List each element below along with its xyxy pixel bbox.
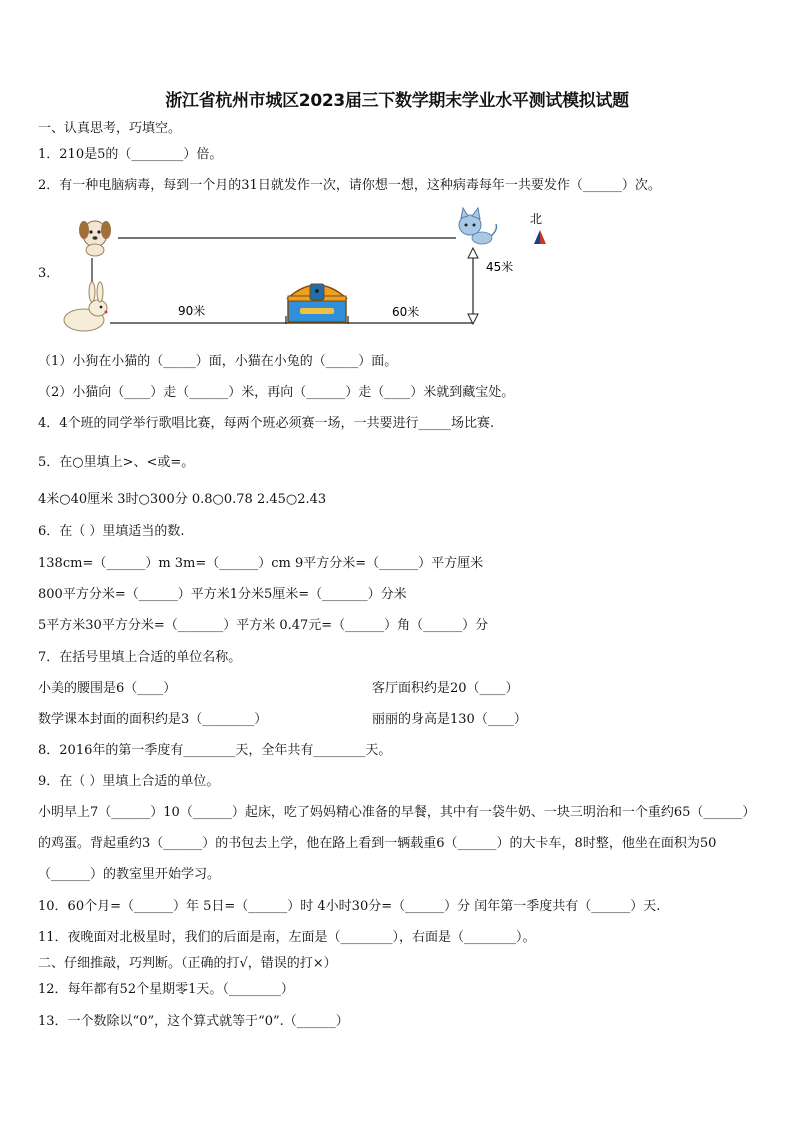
question-9-text: 小明早上7（______）10（______）起床，吃了妈妈精心准备的早餐，其中有一袋牛奶、一块三明治和一个重约65（______）的鸡蛋。背起重约3（______）的书包去上学，他在路上看到一辆载重6（______）的大卡车，8时整，他坐在面积为50（______）的教室里开始学习。 xyxy=(38,805,756,882)
section-heading-2: 二、仔细推敲，巧判断。（正确的打√，错误的打×） xyxy=(38,956,337,971)
treasure-chest-icon xyxy=(288,284,346,322)
question-12: 12．每年都有52个星期零1天。（________） xyxy=(38,982,294,997)
question-6-line1: 138cm=（______）m 3m=（______）cm 9平方分米=（______）平方厘米 xyxy=(38,556,484,571)
page-title: 浙江省杭州市城区2023届三下数学期末学业水平测试模拟试题 xyxy=(165,91,629,111)
question-9: 9．在（ ）里填上合适的单位。 xyxy=(38,774,220,789)
question-2: 2．有一种电脑病毒，每到一个月的31日就发作一次，请你想一想，这种病毒每年一共要发作（______）次。 xyxy=(38,178,661,193)
north-label: 北 xyxy=(530,212,543,226)
distance-45-label: 45米 xyxy=(486,260,514,274)
question-13: 13．一个数除以“0”，这个算式就等于“0”.（______） xyxy=(38,1014,349,1029)
question-5: 5．在○里填上>、<或=。 xyxy=(38,455,195,470)
question-3-label: 3． xyxy=(38,266,60,281)
question-3-sub2: （2）小猫向（____）走（______）米，再向（______）走（____）米就到藏宝处。 xyxy=(38,385,515,400)
distance-90-label: 90米 xyxy=(178,304,206,318)
north-arrow-icon xyxy=(534,230,546,244)
question-7-a: 小美的腰围是6（____） xyxy=(38,681,177,696)
question-7-d: 丽丽的身高是130（____） xyxy=(372,712,527,727)
question-10: 10．60个月=（______）年 5日=（______）时 4小时30分=（______）分 闰年第一季度共有（______）天. xyxy=(38,899,661,914)
cat-icon xyxy=(459,208,496,244)
question-4: 4．4个班的同学举行歌唱比赛，每两个班必须赛一场，一共要进行_____场比赛. xyxy=(38,416,495,431)
question-3-sub1: （1）小狗在小猫的（_____）面，小猫在小兔的（_____）面。 xyxy=(38,354,398,369)
rabbit-icon xyxy=(64,282,108,331)
question-1: 1．210是5的（________）倍。 xyxy=(38,147,223,162)
question-11: 11．夜晚面对北极星时，我们的后面是南，左面是（________），右面是（________）。 xyxy=(38,930,536,945)
question-7: 7．在括号里填上合适的单位名称。 xyxy=(38,650,242,665)
question-5-items: 4米○40厘米 3时○300分 0.8○0.78 2.45○2.43 xyxy=(38,492,327,507)
question-6-line2: 800平方分米=（______）平方米1分米5厘米=（_______）分米 xyxy=(38,587,407,602)
question-8: 8．2016年的第一季度有________天，全年共有________天。 xyxy=(38,743,392,758)
dog-icon xyxy=(79,221,111,256)
map-diagram xyxy=(0,200,794,350)
question-6-line3: 5平方米30平方分米=（_______）平方米 0.47元=（______）角（______）分 xyxy=(38,618,489,633)
distance-60-label: 60米 xyxy=(392,305,420,319)
section-heading-1: 一、认真思考，巧填空。 xyxy=(38,121,182,136)
question-7-c: 数学课本封面的面积约是3（________） xyxy=(38,712,268,727)
question-6: 6．在（ ）里填适当的数. xyxy=(38,524,185,539)
question-7-b: 客厅面积约是20（____） xyxy=(372,681,519,696)
